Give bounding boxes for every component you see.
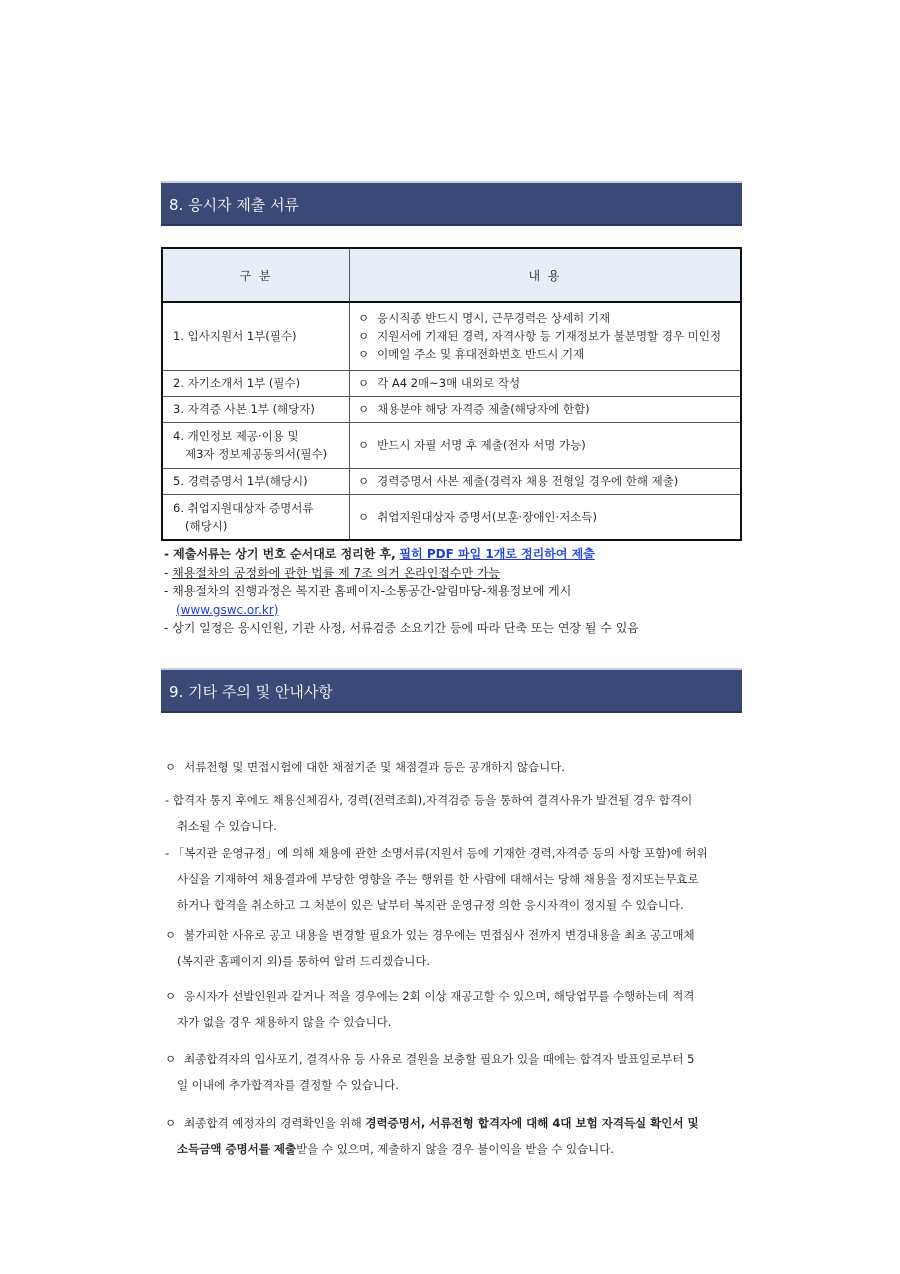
guide-item-3: - 「복지관 운영규정」에 의해 채용에 관한 소명서류(지원서 등에 기재한 경력,자격증 등의 사항 포함)에 허위 사실을 기재하여 채용결과에 부당한 영향을 주는 행위를 한 사람에 대해서는 당해 채용을 정지또는무효로 하거나 합격을 취소하고 그 처분이 있은 날부터 복지관 운영규정 의한 응시자격이 정지될 수 있습니다.: [165, 846, 708, 912]
section-8-header: [161, 181, 742, 226]
row-content: ㅇ 경력증명서 사본 제출(경력자 채용 전형일 경우에 한해 제출): [350, 468, 742, 494]
table-row: [162, 370, 741, 396]
note-4: - 상기 일정은 응시인원, 기관 사정, 서류검증 소요기간 등에 따라 단축 또는 연장 될 수 있음: [164, 621, 639, 635]
row-category: 5. 경력증명서 1부(해당시): [162, 468, 350, 494]
note-2: - 채용절차의 공정화에 관한 법률 제 7조 의거 온라인접수만 가능: [164, 565, 501, 580]
guide-item-1: ㅇ 서류전형 및 면접시험에 대한 채점기준 및 채점결과 등은 공개하지 않습니다.: [165, 760, 566, 774]
header-content: 내 용: [350, 248, 742, 302]
row-category: 4. 개인정보 제공·이용 및 제3자 정보제공동의서(필수): [162, 422, 350, 468]
table-row: [162, 396, 741, 422]
website-link[interactable]: (www.gswc.or.kr): [176, 602, 279, 617]
row-content: ㅇ 응시직종 반드시 명시, 근무경력은 상세히 기재 ㅇ 지원서에 기재된 경력, 자격사항 등 기재정보가 불분명할 경우 미인정 ㅇ 이메일 주소 및 휴대전화번호 반드시 기재: [350, 302, 742, 370]
section-9-header: [161, 668, 742, 713]
header-category: 구 분: [162, 248, 350, 302]
required-documents-table: [161, 247, 742, 541]
note-1: - 제출서류는 상기 번호 순서대로 정리한 후, 필히 PDF 파일 1개로 정리하여 제출: [164, 547, 595, 561]
row-content: ㅇ 취업지원대상자 증명서(보훈·장애인·저소득): [350, 494, 742, 540]
table-header-row: [162, 248, 741, 302]
row-category: 3. 자격증 사본 1부 (해당자): [162, 396, 350, 422]
row-category: 6. 취업지원대상자 증명서류 (해당시): [162, 494, 350, 540]
table-row: [162, 494, 741, 540]
pdf-note-link: 필히 PDF 파일 1개로 정리하여 제출: [399, 547, 595, 561]
note-3: - 채용절차의 진행과정은 복지관 홈페이지-소통공간-알림마당-채용정보에 게시: [164, 584, 572, 598]
row-content: ㅇ 채용분야 해당 자격증 제출(해당자에 한함): [350, 396, 742, 422]
row-content: ㅇ 각 A4 2매~3매 내외로 작성: [350, 370, 742, 396]
guide-item-2: - 합격자 통지 후에도 채용신체검사, 경력(전력조회),자격검증 등을 통하여 결격사유가 발견될 경우 합격이 취소될 수 있습니다.: [165, 793, 693, 833]
guide-item-7: ㅇ 최종합격 예정자의 경력확인을 위해 경력증명서, 서류전형 합격자에 대해 4대 보험 자격득실 확인서 및 소득금액 증명서를 제출받을 수 있으며, 제출하지 않을 경우 불이익을 받을 수 있습니다.: [165, 1116, 699, 1156]
row-category: 1. 입사지원서 1부(필수): [162, 302, 350, 370]
submission-notes: [164, 545, 764, 638]
table-row: [162, 302, 741, 370]
table-row: [162, 422, 741, 468]
table-row: [162, 468, 741, 494]
section-8-title: 8. 응시자 제출 서류: [169, 196, 300, 214]
guide-item-5: ㅇ 응시자가 선발인원과 같거나 적을 경우에는 2회 이상 재공고할 수 있으며, 해당업무를 수행하는데 적격 자가 없을 경우 채용하지 않을 수 있습니다.: [165, 989, 695, 1029]
guide-item-4: ㅇ 불가피한 사유로 공고 내용을 변경할 필요가 있는 경우에는 면접심사 전까지 변경내용을 최초 공고매체 (복지관 홈페이지 외)를 통하여 알려 드리겠습니다.: [165, 928, 695, 968]
row-content: ㅇ 반드시 자필 서명 후 제출(전자 서명 가능): [350, 422, 742, 468]
guide-item-6: ㅇ 최종합격자의 입사포기, 결격사유 등 사유로 결원을 보충할 필요가 있을 때에는 합격자 발표일로부터 5 일 이내에 추가합격자를 결정할 수 있습니다.: [165, 1052, 695, 1092]
row-category: 2. 자기소개서 1부 (필수): [162, 370, 350, 396]
section-9-title: 9. 기타 주의 및 안내사항: [169, 683, 333, 701]
